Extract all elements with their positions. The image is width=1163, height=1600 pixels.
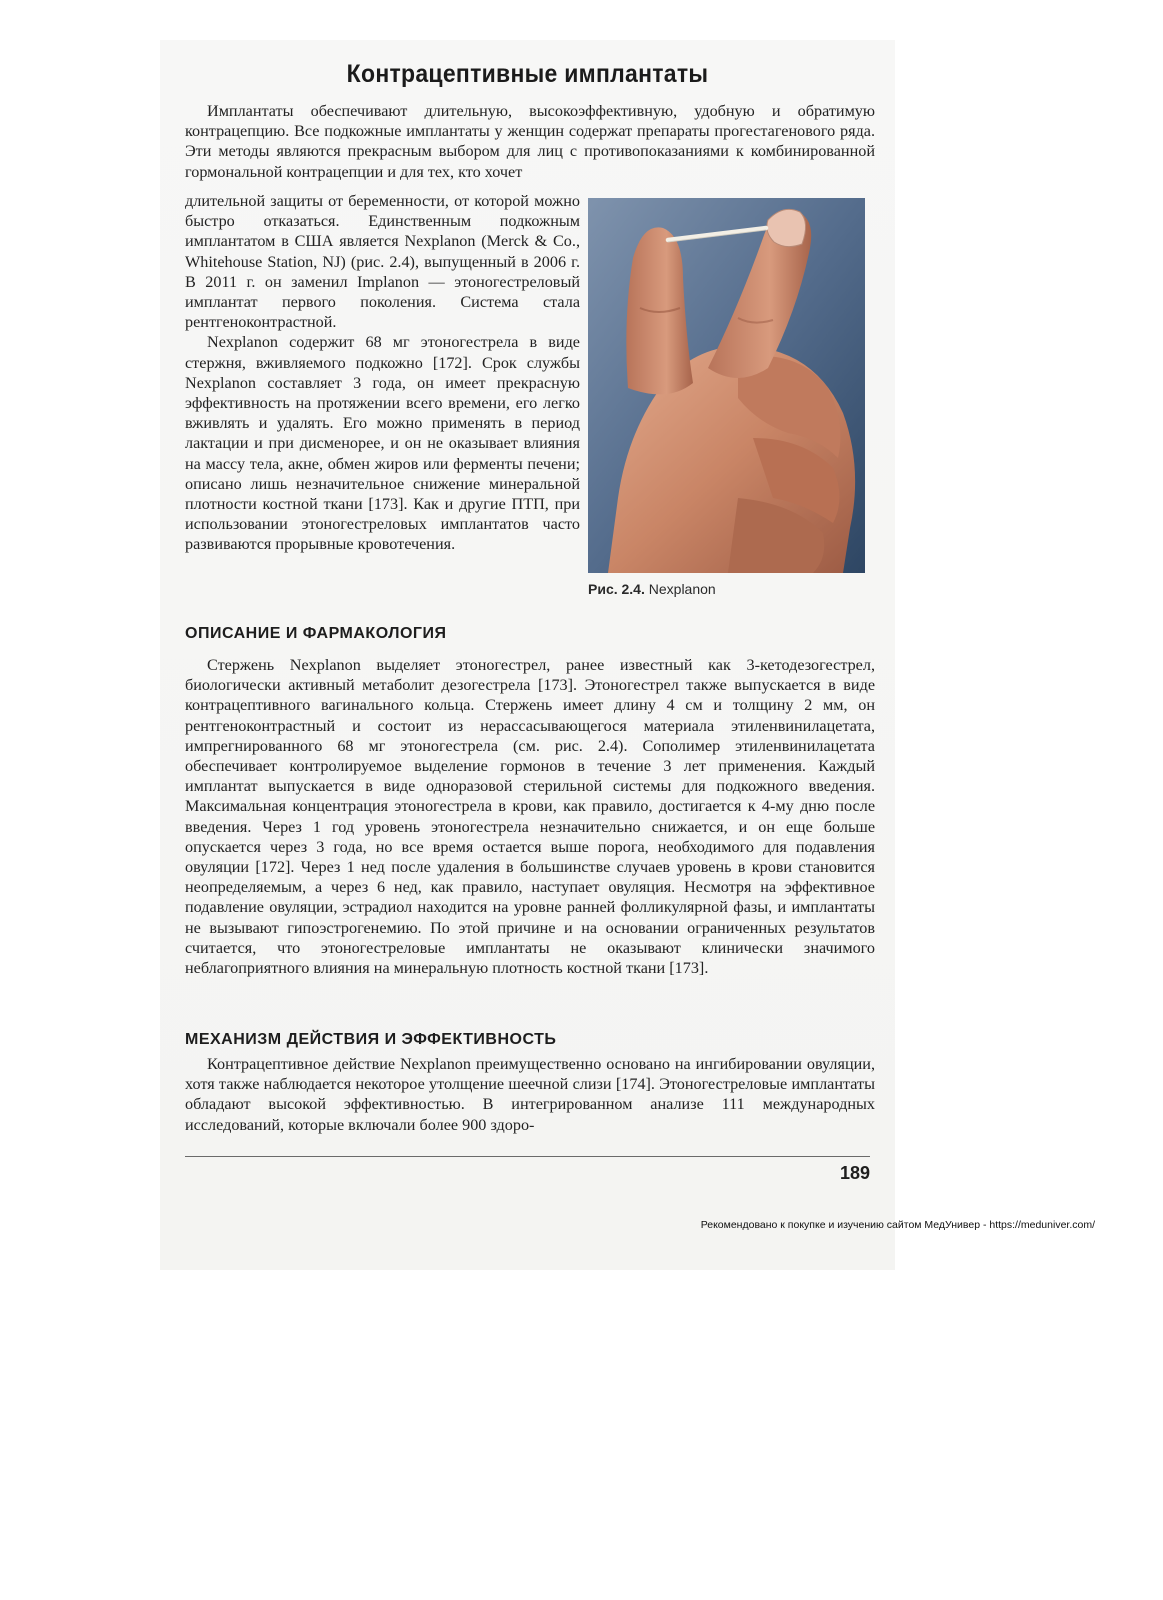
figure-caption-text: Nexplanon [648,581,716,597]
footer-rule [185,1156,870,1157]
column-paragraph-2: Nexplanon содержит 68 мг этоногестрела в виде стержня, вживляемого подкожно [172]. Срок службы Nexplanon составляет 3 года, он имеет прекрасную эффективность на протяжении всего времени, его легко вживлять и удалять. Его можно применять в период лактации и при дисменорее, и он не оказывает влияния на массу тела, акне, обмен жиров или ферменты печени; описано лишь незначительное снижение минеральной плотности костной ткани [173]. Как и другие ПТП, при использовании этоногестреловых имплантатов часто развиваются прорывные кровотечения. [185,333,580,554]
left-column-text [185,191,580,555]
pharmacology-paragraph: Стержень Nexplanon выделяет этоногестрел, ранее известный как 3-кетодезогестрел, биологически активный метаболит дезогестрела [173]. Этоногестрел также выпускается в виде контрацептивного вагинального кольца. Стержень имеет длину 4 см и толщину 2 мм, он рентгеноконтрастный и состоит из нерассасывающегося материала этиленвинилацетата, импрегнированного 68 мг этоногестрела (см. рис. 2.4). Сополимер этиленвинилацетата обеспечивает контролируемое выделение гормонов в течение 3 лет применения. Каждый имплантат выпускается в виде одноразовой стерильной системы для подкожного введения. Максимальная концентрация этоногестрела в крови, как правило, достигается к 4-му дню после введения. Через 1 год уровень этоногестрела незначительно снижается, и он еще больше опускается через 3 года, но все время остается выше порога, необходимого для подавления овуляции [172]. Через 1 нед после удаления в большинстве случаев уровень в крови становится неопределяемым, а через 6 нед, как правило, наступает овуляция. Несмотря на эффективное подавление овуляции, эстрадиол находится на уровне ранней фолликулярной фазы, и имплантаты не вызывают гипоэстрогенемию. По этой причине и на основании ограниченных результатов считается, что этоногестреловые имплантаты не оказывают клинически значимого неблагоприятного влияния на минеральную плотность костной ткани [173]. [185,656,875,978]
intro-paragraph [185,101,875,182]
section-pharmacology-body [185,655,875,978]
section-heading-pharmacology: ОПИСАНИЕ И ФАРМАКОЛОГИЯ [185,625,447,642]
mechanism-paragraph: Контрацептивное действие Nexplanon преимущественно основано на ингибировании овуляции, хотя также наблюдается некоторое утолщение шеечной слизи [174]. Этоногестреловые имплантаты обладают высокой эффективностью. В интегрированном анализе 111 международных исследований, которые включали более 900 здоро- [185,1055,875,1134]
page-number: 189 [839,1163,870,1183]
footer-credit: Рекомендовано к покупке и изучению сайтом МедУнивер - https://meduniver.com/ [700,1219,1095,1231]
hand-holding-implant-image [588,198,865,573]
column-paragraph-1: длительной защиты от беременности, от которой можно быстро отказаться. Единственным подкожным имплантатом в США является Nexplanon (Merck & Co., Whitehouse Station, NJ) (рис. 2.4), выпущенный в 2006 г. В 2011 г. он заменил Implanon — этоногестреловый имплантат первого поколения. Система стала рентгеноконтрастной. [185,192,580,332]
section-heading-mechanism: МЕХАНИЗМ ДЕЙСТВИЯ И ЭФФЕКТИВНОСТЬ [185,1031,557,1048]
page-title: Контрацептивные имплантаты [346,60,709,88]
nexplanon-photo [588,198,865,573]
intro-text: Имплантаты обеспечивают длительную, высокоэффективную, удобную и обратимую контрацепцию. Все подкожные имплантаты у женщин содержат препараты прогестагенового ряда. Эти методы являются прекрасным выбором для лиц с противопоказаниями к комбинированной гормональной контрацепции и для тех, кто хочет [185,102,875,181]
section-mechanism-body [185,1054,875,1135]
figure-label: Рис. 2.4. [588,581,645,597]
figure-caption [588,581,716,597]
